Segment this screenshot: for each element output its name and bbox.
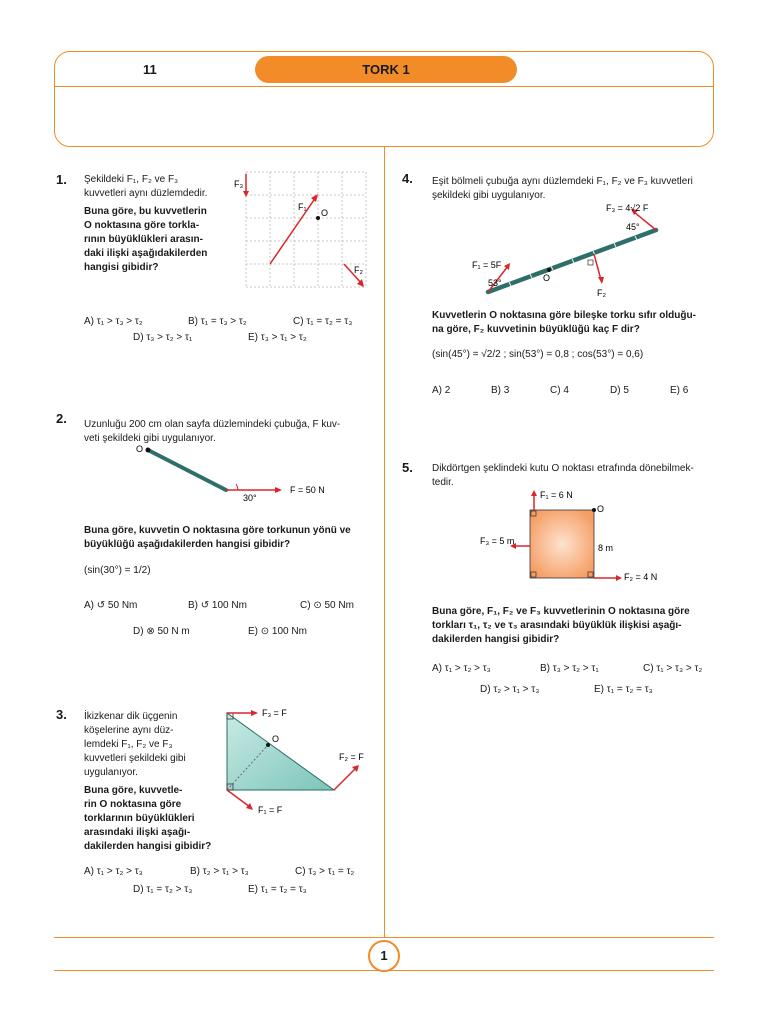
q1-question-line: Buna göre, bu kuvvetlerin xyxy=(84,206,207,217)
q4-question xyxy=(432,309,714,337)
q5-label-side: 8 m xyxy=(598,543,614,553)
q4-label-f1: F₁ = 5F xyxy=(472,260,502,270)
q5-label-o: O xyxy=(597,504,605,514)
q3-triangle xyxy=(227,713,334,790)
q2-force-arrowhead xyxy=(275,487,282,493)
q2-angle-arc xyxy=(236,484,238,490)
q1-line1: Şekildeki F₁, F₂ ve F₃ xyxy=(84,174,179,185)
q3-pivot-point xyxy=(266,743,270,747)
q3-number: 3. xyxy=(56,707,67,722)
q1-text xyxy=(84,173,234,275)
q1-grid xyxy=(246,172,366,287)
q3-text xyxy=(84,710,224,854)
q3-text-line: İkizkenar dik üçgenin xyxy=(84,711,178,722)
header-box xyxy=(54,51,714,147)
q1-question-line: rının büyüklükleri arasın- xyxy=(84,234,203,245)
q1-line2: kuvvetleri aynı düzlemdedir. xyxy=(84,188,208,199)
q5-f2-arrowhead xyxy=(616,575,622,581)
q4-question-line: Kuvvetlerin O noktasına göre bileşke torku sıfır olduğu- xyxy=(432,310,696,321)
q5-label-f1: F₁ = 6 N xyxy=(540,490,573,500)
q4-hint: (sin(45°) = √2/2 ; sin(53°) = 0,8 ; cos(53°) = 0,6) xyxy=(432,349,644,360)
q5-box-figure xyxy=(478,488,678,588)
q2-option-b[interactable]: B) ↺ 100 Nm xyxy=(188,600,247,611)
q4-option-c[interactable]: C) 4 xyxy=(550,385,569,396)
q2-rod-figure xyxy=(130,442,330,504)
unit-number: 11 xyxy=(143,62,157,77)
q3-label-f2: F₂ = F xyxy=(339,752,364,762)
q3-f3-arrowhead xyxy=(251,710,258,716)
q3-label-f1: F₁ = F xyxy=(258,805,283,815)
q4-label-o: O xyxy=(543,273,551,283)
q3-text-line: köşelerine aynı düz- xyxy=(84,725,174,736)
q2-question xyxy=(84,524,369,552)
q3-option-b[interactable]: B) τ₂ > τ₁ > τ₃ xyxy=(190,866,249,877)
q5-box xyxy=(530,510,594,578)
q3-text-line: kuvvetleri şekildeki gibi xyxy=(84,753,186,764)
q5-option-a[interactable]: A) τ₁ > τ₂ > τ₃ xyxy=(432,663,491,674)
page-title: TORK 1 xyxy=(255,56,517,83)
q1-option-b[interactable]: B) τ₁ = τ₃ > τ₂ xyxy=(188,316,247,327)
q2-label-o: O xyxy=(136,444,144,454)
q1-number: 1. xyxy=(56,172,67,187)
header-divider xyxy=(55,86,713,87)
q2-option-d[interactable]: D) ⊗ 50 N m xyxy=(133,626,190,637)
q1-question-line: hangisi gibidir? xyxy=(84,262,159,273)
q1-option-c[interactable]: C) τ₁ = τ₂ = τ₃ xyxy=(293,316,353,327)
q2-rod xyxy=(148,450,226,490)
q4-label-f3: F₃ = 4√2 F xyxy=(606,203,649,213)
q5-text xyxy=(432,462,714,490)
q1-label-f3: F₃ xyxy=(234,179,244,189)
q5-question-line: Buna göre, F₁, F₂ ve F₃ kuvvetlerinin O noktasına göre xyxy=(432,606,690,617)
q1-option-d[interactable]: D) τ₃ > τ₂ > τ₁ xyxy=(133,332,193,343)
q4-option-d[interactable]: D) 5 xyxy=(610,385,629,396)
q4-label-a45: 45° xyxy=(626,222,640,232)
q1-option-a[interactable]: A) τ₁ > τ₃ > τ₂ xyxy=(84,316,143,327)
q2-line2: veti şekildeki gibi uygulanıyor. xyxy=(84,433,216,444)
q5-number: 5. xyxy=(402,460,413,475)
q5-label-f3: F₃ = 5 m xyxy=(480,536,515,546)
q3-question xyxy=(84,784,224,854)
q2-option-a[interactable]: A) ↺ 50 Nm xyxy=(84,600,138,611)
q2-option-c[interactable]: C) ⊙ 50 Nm xyxy=(300,600,354,611)
q4-option-e[interactable]: E) 6 xyxy=(670,385,689,396)
q2-number: 2. xyxy=(56,411,67,426)
q5-question-line: dakilerden hangisi gibidir? xyxy=(432,634,560,645)
q1-pivot-point xyxy=(316,216,320,220)
q4-f2-arrow xyxy=(594,254,601,280)
q4-pivot-point xyxy=(547,268,551,272)
q4-line2: şekildeki gibi uygulanıyor. xyxy=(432,190,546,201)
q5-label-f2: F₂ = 4 N xyxy=(624,572,658,582)
q4-label-a53: 53° xyxy=(488,278,502,288)
q5-line1: Dikdörtgen şeklindeki kutu O noktası etrafında dönebilmek- xyxy=(432,463,694,474)
q3-question-line: arasındaki ilişki aşağı- xyxy=(84,827,191,838)
q4-option-a[interactable]: A) 2 xyxy=(432,385,451,396)
q4-text xyxy=(432,175,714,203)
q4-rod-figure xyxy=(470,200,680,300)
q3-text-line: uygulanıyor. xyxy=(84,767,138,778)
q2-pivot-point xyxy=(146,448,151,453)
q2-hint: (sin(30°) = 1/2) xyxy=(84,565,151,576)
q3-question-line: torklarının büyüklükleri xyxy=(84,813,195,824)
q3-f1-arrow xyxy=(227,790,250,807)
q2-option-e[interactable]: E) ⊙ 100 Nm xyxy=(248,626,307,637)
q4-line1: Eşit bölmeli çubuğa aynı düzlemdeki F₁, F₂ ve F₃ kuvvetleri xyxy=(432,176,693,187)
q5-option-d[interactable]: D) τ₂ > τ₁ > τ₃ xyxy=(480,684,540,695)
q5-option-b[interactable]: B) τ₃ > τ₂ > τ₁ xyxy=(540,663,599,674)
q1-option-e[interactable]: E) τ₃ > τ₁ > τ₂ xyxy=(248,332,307,343)
q5-question-line: torkları τ₁, τ₂ ve τ₃ arasındaki büyüklük ilişkisi aşağı- xyxy=(432,620,682,631)
footer-line-top xyxy=(54,937,714,938)
q3-option-e[interactable]: E) τ₁ = τ₂ = τ₃ xyxy=(248,884,307,895)
q3-option-a[interactable]: A) τ₁ > τ₂ > τ₃ xyxy=(84,866,143,877)
q4-right-angle xyxy=(588,260,593,265)
q5-f1-arrowhead xyxy=(531,490,537,496)
q1-label-f2: F₂ xyxy=(354,265,363,275)
q1-question-line: daki ilişki aşağıdakilerden xyxy=(84,248,208,259)
q3-text-line: lemdeki F₁, F₂ ve F₃ xyxy=(84,739,173,750)
q4-f2-arrowhead xyxy=(598,277,604,284)
q3-option-d[interactable]: D) τ₁ = τ₂ > τ₃ xyxy=(133,884,193,895)
q1-label-o: O xyxy=(321,208,329,218)
q5-line2: tedir. xyxy=(432,477,454,488)
q1-grid-figure xyxy=(234,172,368,290)
q2-question-line: büyüklüğü aşağıdakilerden hangisi gibidir? xyxy=(84,539,291,550)
q4-rod xyxy=(488,230,656,292)
q3-question-line: rin O noktasına göre xyxy=(84,799,182,810)
q5-question xyxy=(432,605,714,647)
q2-line1: Uzunluğu 200 cm olan sayfa düzlemindeki çubuğa, F kuv- xyxy=(84,419,341,430)
q3-question-line: Buna göre, kuvvetle- xyxy=(84,785,183,796)
q1-f3-arrowhead xyxy=(243,191,249,197)
q1-label-f1: F₁ xyxy=(298,202,307,212)
q3-label-o: O xyxy=(272,734,280,744)
q4-number: 4. xyxy=(402,171,413,186)
q1-f1-arrow xyxy=(270,197,316,264)
q5-option-e[interactable]: E) τ₁ = τ₂ = τ₃ xyxy=(594,684,653,695)
q2-label-angle: 30° xyxy=(243,493,257,503)
q5-pivot-point xyxy=(592,508,596,512)
q3-question-line: dakilerden hangisi gibidir? xyxy=(84,841,212,852)
q1-question-line: O noktasına göre torkla- xyxy=(84,220,200,231)
q4-label-f2: F₂ xyxy=(597,288,606,298)
column-divider xyxy=(384,147,385,937)
q3-triangle-figure xyxy=(222,705,370,820)
q2-question-line: Buna göre, kuvvetin O noktasına göre torkunun yönü ve xyxy=(84,525,351,536)
q4-question-line: na göre, F₂ kuvvetinin büyüklüğü kaç F dir? xyxy=(432,324,640,335)
q3-option-c[interactable]: C) τ₃ > τ₁ = τ₂ xyxy=(295,866,355,877)
q3-f2-arrow xyxy=(334,768,356,790)
q1-question xyxy=(84,205,234,275)
q4-option-b[interactable]: B) 3 xyxy=(491,385,510,396)
q2-label-force: F = 50 N xyxy=(290,485,325,495)
q5-option-c[interactable]: C) τ₁ > τ₃ > τ₂ xyxy=(643,663,703,674)
page-number: 1 xyxy=(368,940,400,972)
q3-label-f3: F₃ = F xyxy=(262,708,287,718)
